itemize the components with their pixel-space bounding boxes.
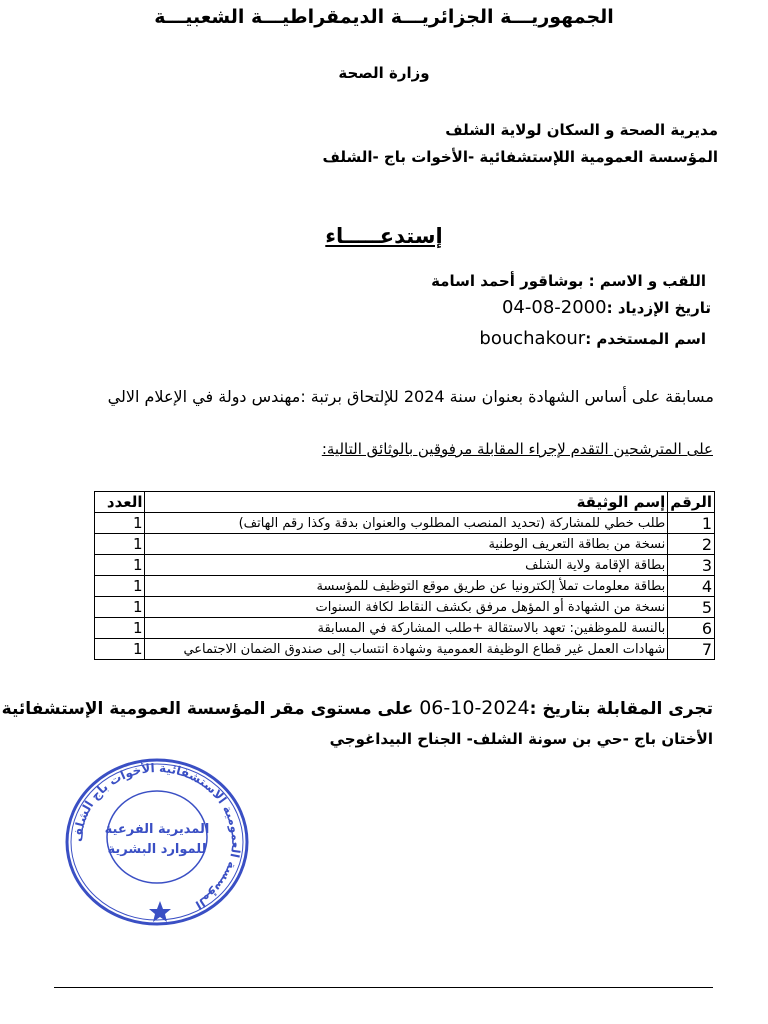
- republic-header: الجمهوريـــة الجزائريـــة الديمقراطيـــة الشعبيـــة: [154, 6, 614, 28]
- dob-label: تاريخ الإزدياد :: [606, 299, 711, 317]
- competition-description: مسابقة على أساس الشهادة بعنوان سنة 2024 للإلتحاق برتبة :مهندس دولة في الإعلام الالي: [107, 387, 714, 406]
- exam-suffix: على مستوى مقر المؤسسة العمومية الإستشفائية: [1, 699, 414, 719]
- exam-prefix: تجرى المقابلة بتاريخ :: [529, 699, 713, 719]
- exam-date: 2024-10-06: [419, 697, 530, 719]
- row-number: 6: [668, 618, 715, 639]
- table-row: [95, 618, 715, 639]
- row-number: 3: [668, 555, 715, 576]
- stamp-inner-line2: للموارد البشرية: [107, 842, 207, 857]
- row-count: 1: [95, 639, 145, 660]
- stamp-star-icon: [149, 901, 171, 922]
- dob-value: 2000-08-04: [501, 297, 607, 318]
- row-document: بطاقة الإقامة ولاية الشلف: [145, 555, 668, 576]
- row-document: بطاقة معلومات تملأ إلكترونيا عن طريق موقع التوظيف للمؤسسة: [145, 576, 668, 597]
- document-title: إستدعـــــاء: [325, 224, 443, 248]
- directorate-name: مديرية الصحة و السكان لولاية الشلف: [445, 121, 718, 139]
- row-number: 7: [668, 639, 715, 660]
- name-label: اللقب و الاسم :: [588, 272, 706, 290]
- exam-location: الأختان باج -حي بن سونة الشلف- الجناح البيداغوجي: [329, 730, 713, 748]
- username-value: bouchakour: [479, 328, 586, 349]
- header-count: العدد: [95, 492, 145, 513]
- candidate-name-line: [431, 272, 706, 290]
- table-row: [95, 534, 715, 555]
- row-number: 2: [668, 534, 715, 555]
- table-row: [95, 639, 715, 660]
- row-count: 1: [95, 513, 145, 534]
- header-document: إسم الوثيقة: [145, 492, 668, 513]
- candidate-dob-line: [502, 297, 711, 318]
- row-document: بالنسة للموظفين: تعهد بالاستقالة +طلب المشاركة في المسابقة: [145, 618, 668, 639]
- row-document: شهادات العمل غير قطاع الوظيفة العمومية وشهادة انتساب إلى صندوق الضمان الاجتماعي: [145, 639, 668, 660]
- row-document: نسخة من الشهادة أو المؤهل مرفق بكشف النقاط لكافة السنوات: [145, 597, 668, 618]
- username-label: اسم المستخدم :: [585, 330, 706, 348]
- candidate-username-line: [479, 328, 706, 349]
- row-count: 1: [95, 534, 145, 555]
- ministry-name: وزارة الصحة: [338, 64, 430, 82]
- table-row: [95, 555, 715, 576]
- table-row: [95, 513, 715, 534]
- row-count: 1: [95, 618, 145, 639]
- stamp-ring-text: المؤسسة العمومية الاستشفائية الأخوات باج الشلف: [70, 760, 244, 913]
- row-count: 1: [95, 555, 145, 576]
- row-count: 1: [95, 576, 145, 597]
- candidates-instruction: على المترشحين التقدم لإجراء المقابلة مرفوقين بالوثائق التالية:: [321, 440, 713, 458]
- footer-divider: [54, 987, 713, 988]
- stamp-inner-line1: المديرية الفرعية: [104, 822, 210, 837]
- row-count: 1: [95, 597, 145, 618]
- header-number: الرقم: [668, 492, 715, 513]
- table-header-row: [95, 492, 715, 513]
- establishment-name: المؤسسة العمومية اللإستشفائية -الأخوات باج -الشلف: [322, 148, 718, 166]
- row-document: نسخة من بطاقة التعريف الوطنية: [145, 534, 668, 555]
- row-number: 1: [668, 513, 715, 534]
- table-row: [95, 576, 715, 597]
- table-row: [95, 597, 715, 618]
- exam-date-line: [2, 697, 713, 719]
- row-document: طلب خطي للمشاركة (تحديد المنصب المطلوب والعنوان بدقة وكذا رقم الهاتف): [145, 513, 668, 534]
- row-number: 4: [668, 576, 715, 597]
- row-number: 5: [668, 597, 715, 618]
- name-value: بوشاقور أحمد اسامة: [431, 272, 584, 290]
- stamp-inner-ring: [107, 791, 207, 883]
- documents-table: [94, 491, 715, 660]
- official-stamp: [62, 757, 252, 927]
